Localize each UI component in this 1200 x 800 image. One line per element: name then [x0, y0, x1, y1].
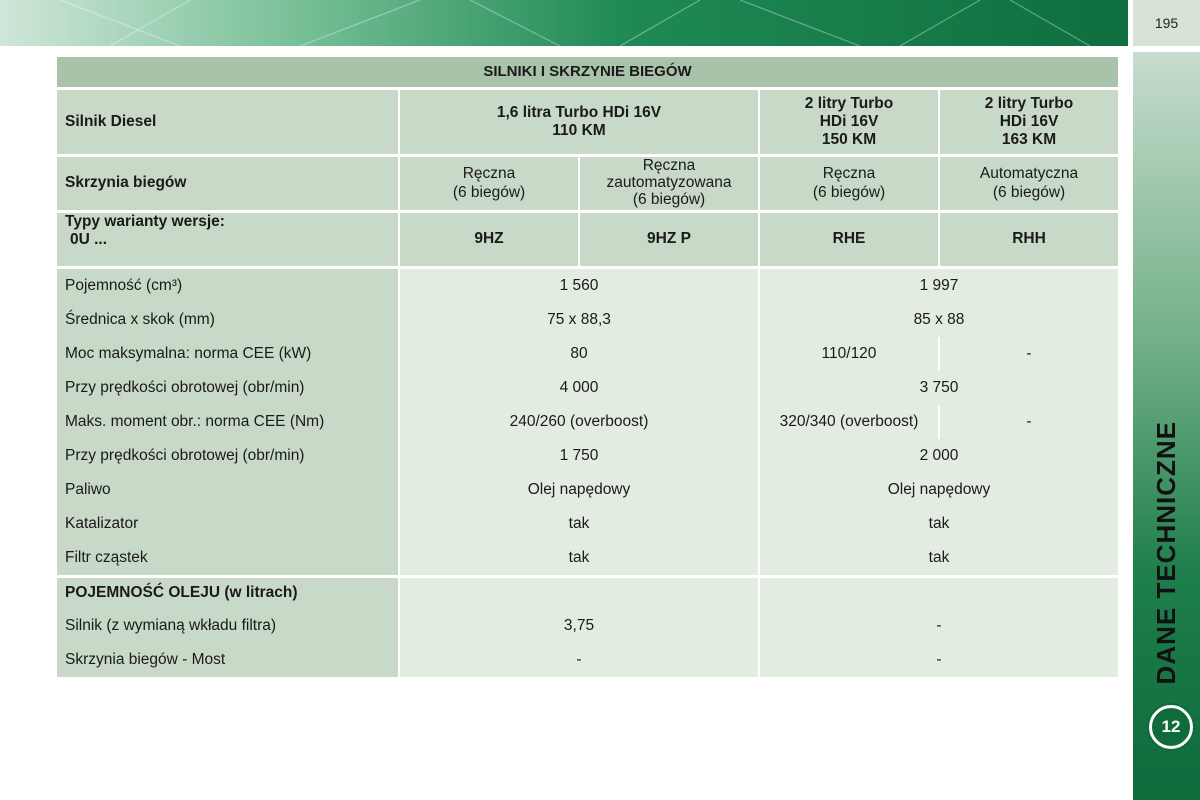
particle-filter-2: tak	[760, 541, 1118, 575]
gearbox-2-type-line2: zautomatyzowana	[606, 174, 732, 192]
gearbox-4-gears: (6 biegów)	[992, 183, 1066, 201]
engine-16-header	[400, 90, 758, 154]
engine-2-163-name-line2: HDi 16V	[999, 112, 1059, 130]
torque-2	[760, 405, 1118, 439]
row-label-power-rpm: Przy prędkości obrotowej (obr/min)	[57, 371, 398, 405]
engine-2-150-header	[760, 90, 938, 154]
variant-9hz-p: 9HZ P	[580, 213, 758, 266]
row-label-fuel: Paliwo	[57, 473, 398, 507]
row-label-torque: Maks. moment obr.: norma CEE (Nm)	[57, 405, 398, 439]
gearbox-1-type: Ręczna	[462, 165, 516, 183]
gearbox-4-type: Automatyczna	[979, 165, 1079, 183]
gearbox-3	[760, 157, 938, 210]
variants-label-line2: 0U ...	[70, 231, 108, 249]
chapter-number-badge: 12	[1149, 705, 1193, 749]
variant-rhe: RHE	[760, 213, 938, 266]
chapter-title	[1133, 52, 1200, 684]
page-number: 195	[1133, 0, 1200, 46]
row-label-capacity: Pojemność (cm³)	[57, 269, 398, 303]
oil-header-empty-16	[400, 578, 758, 609]
gearbox-4	[940, 157, 1118, 210]
catalyst-16: tak	[400, 507, 758, 541]
gearbox-2-type-line1: Ręczna	[642, 157, 696, 175]
catalyst-2: tak	[760, 507, 1118, 541]
variants-label	[57, 213, 398, 266]
row-label-oil-engine: Silnik (z wymianą wkładu filtra)	[57, 609, 398, 643]
bore-16: 75 x 88,3	[400, 303, 758, 337]
gearbox-2	[580, 157, 758, 210]
row-label-torque-rpm: Przy prędkości obrotowej (obr/min)	[57, 439, 398, 473]
engine-16-name: 1,6 litra Turbo HDi 16V	[496, 103, 662, 121]
decorative-lines-graphic	[0, 0, 1128, 46]
row-label-catalyst: Katalizator	[57, 507, 398, 541]
engine-2-150-name-line1: 2 litry Turbo	[804, 94, 894, 112]
variant-rhh: RHH	[940, 213, 1118, 266]
bore-2: 85 x 88	[760, 303, 1118, 337]
table-title: SILNIKI I SKRZYNIE BIEGÓW	[57, 57, 1118, 87]
variants-label-line1: Typy warianty wersje:	[65, 213, 225, 230]
fuel-16: Olej napędowy	[400, 473, 758, 507]
power-2-150: 110/120	[821, 344, 877, 362]
engine-2-163-name-line1: 2 litry Turbo	[984, 94, 1074, 112]
row-label-oil-gearbox: Skrzynia biegów - Most	[57, 643, 398, 677]
gearbox-3-type: Ręczna	[822, 165, 876, 183]
row-label-power: Moc maksymalna: norma CEE (kW)	[57, 337, 398, 371]
torque-rpm-16: 1 750	[400, 439, 758, 473]
engine-type-label: Silnik Diesel	[57, 90, 398, 154]
power-2-163: -	[1026, 344, 1032, 362]
engine-2-163-header	[940, 90, 1118, 154]
torque-2-150: 320/340 (overboost)	[779, 412, 919, 430]
header-decorative-band	[0, 0, 1128, 46]
row-label-particle-filter: Filtr cząstek	[57, 541, 398, 575]
chapter-title-text: DANE TECHNICZNE	[1151, 420, 1181, 684]
power-16: 80	[400, 337, 758, 371]
gearbox-label: Skrzynia biegów	[57, 157, 398, 210]
oil-capacity-header: POJEMNOŚĆ OLEJU (w litrach)	[57, 578, 398, 609]
oil-engine-16: 3,75	[400, 609, 758, 643]
oil-gearbox-2: -	[760, 643, 1118, 677]
engine-spec-table	[57, 57, 1114, 686]
engine-2-150-power: 150 KM	[821, 131, 877, 149]
fuel-2: Olej napędowy	[760, 473, 1118, 507]
gearbox-1-gears: (6 biegów)	[452, 183, 526, 201]
engine-2-150-name-line2: HDi 16V	[819, 112, 879, 130]
oil-header-empty-2	[760, 578, 1118, 609]
torque-2-163: -	[1026, 412, 1032, 430]
power-2	[760, 337, 1118, 371]
power-rpm-2: 3 750	[760, 371, 1118, 405]
torque-rpm-2: 2 000	[760, 439, 1118, 473]
engine-16-power: 110 KM	[552, 122, 606, 139]
capacity-2: 1 997	[760, 269, 1118, 303]
gearbox-3-gears: (6 biegów)	[812, 183, 886, 201]
gearbox-2-gears: (6 biegów)	[632, 190, 706, 208]
particle-filter-16: tak	[400, 541, 758, 575]
torque-16: 240/260 (overboost)	[400, 405, 758, 439]
capacity-16: 1 560	[400, 269, 758, 303]
gearbox-1	[400, 157, 578, 210]
variant-9hz: 9HZ	[400, 213, 578, 266]
oil-gearbox-16: -	[400, 643, 758, 677]
power-rpm-16: 4 000	[400, 371, 758, 405]
oil-engine-2: -	[760, 609, 1118, 643]
engine-2-163-power: 163 KM	[1001, 131, 1057, 149]
row-label-bore: Średnica x skok (mm)	[57, 303, 398, 337]
